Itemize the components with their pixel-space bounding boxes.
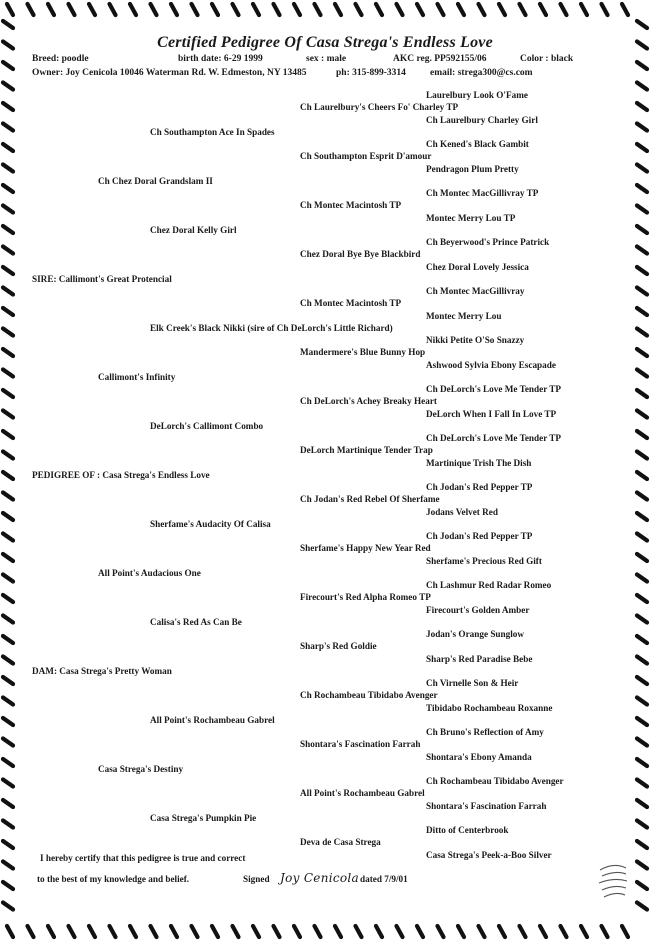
great-great-grandparent-entry: Laurelbury Look O'Fame — [426, 90, 528, 100]
great-great-grandparent-entry: Tibidabo Rochambeau Roxanne — [426, 702, 553, 713]
pedigree-root: SIRE: Callimont's Great Protencial — [32, 273, 172, 284]
parent-entry: Callimont's Infinity — [98, 371, 176, 382]
great-great-grandparent-entry: Martinique Trish The Dish — [426, 457, 532, 468]
great-great-grandparent-entry: Ch Jodan's Red Pepper TP — [426, 482, 533, 492]
great-grandparent-entry: Shontara's Fascination Farrah — [300, 739, 421, 750]
great-great-grandparent-entry: Ch Laurelbury Charley Girl — [426, 114, 538, 125]
great-grandparent-entry: Sharp's Red Goldie — [300, 641, 377, 652]
parent-entry: Casa Strega's Destiny — [98, 763, 184, 774]
signed-label: Signed — [243, 874, 270, 884]
great-great-grandparent-entry: Ch Rochambeau Tibidabo Avenger — [426, 776, 564, 786]
great-grandparent-entry: All Point's Rochambeau Gabrel — [300, 788, 425, 799]
pedigree-root: PEDIGREE OF : Casa Strega's Endless Love — [32, 469, 210, 480]
great-great-grandparent-entry: Pendragon Plum Pretty — [426, 163, 519, 174]
dated-field: dated 7/9/01 — [360, 874, 408, 884]
great-great-grandparent-entry: Montec Merry Lou — [426, 310, 502, 321]
great-great-grandparent-entry: Ch Bruno's Reflection of Amy — [426, 727, 544, 737]
great-grandparent-entry: Sherfame's Happy New Year Red — [300, 543, 431, 554]
great-great-grandparent-entry: Ch Virnelle Son & Heir — [426, 678, 519, 688]
great-great-grandparent-entry: Shontara's Ebony Amanda — [426, 751, 532, 762]
great-great-grandparent-entry: Jodan's Orange Sunglow — [426, 629, 525, 639]
great-grandparent-entry: Ch Southampton Esprit D'amour — [300, 151, 432, 162]
great-grandparent-entry: Ch Jodan's Red Rebel Of Sherfame — [300, 494, 440, 505]
great-great-grandparent-entry: DeLorch When I Fall In Love TP — [426, 408, 557, 419]
grandparent-entry: Sherfame's Audacity Of Calisa — [150, 518, 271, 529]
sex-field: sex : male — [306, 54, 347, 64]
great-great-grandparent-entry: Ch Kened's Black Gambit — [426, 139, 529, 149]
great-grandparent-entry: Deva de Casa Strega — [300, 837, 381, 848]
great-great-grandparent-entry: Ch Beyerwood's Prince Patrick — [426, 237, 550, 247]
great-great-grandparent-entry: Firecourt's Golden Amber — [426, 604, 530, 615]
great-great-grandparent-entry: Sherfame's Precious Red Gift — [426, 555, 542, 566]
great-great-grandparent-entry: Jodans Velvet Red — [426, 506, 498, 517]
great-grandparent-entry: Ch DeLorch's Achey Breaky Heart — [300, 396, 437, 407]
grandparent-entry: Ch Southampton Ace In Spades — [150, 126, 275, 137]
great-great-grandparent-entry: Chez Doral Lovely Jessica — [426, 261, 529, 272]
phone-field: ph: 315-899-3314 — [336, 68, 406, 78]
great-great-grandparent-entry: Casa Strega's Peek-a-Boo Silver — [426, 849, 552, 860]
akc-registration-field: AKC reg. PP592155/06 — [393, 54, 487, 64]
birth-date-field: birth date: 6-29 1999 — [178, 54, 263, 64]
great-great-grandparent-entry: Ch DeLorch's Love Me Tender TP — [426, 384, 562, 394]
email-field: email: strega300@cs.com — [430, 68, 533, 78]
great-great-grandparent-entry: Nikki Petite O'So Snazzy — [426, 335, 525, 345]
great-great-grandparent-entry: Ch Lashmur Red Radar Romeo — [426, 580, 552, 590]
great-great-grandparent-entry: Ditto of Centerbrook — [426, 825, 509, 835]
grandparent-entry: Calisa's Red As Can Be — [150, 616, 242, 627]
parent-entry: All Point's Audacious One — [98, 567, 201, 578]
document-title: Certified Pedigree Of Casa Strega's Endless Love — [157, 34, 493, 51]
great-great-grandparent-entry: Sharp's Red Paradise Bebe — [426, 653, 533, 664]
great-grandparent-entry: DeLorch Martinique Tender Trap — [300, 445, 433, 456]
great-grandparent-entry: Ch Rochambeau Tibidabo Avenger — [300, 690, 438, 701]
grandparent-entry: Chez Doral Kelly Girl — [150, 224, 237, 235]
great-great-grandparent-entry: Ch Montec MacGillivray TP — [426, 188, 539, 198]
parent-entry: Ch Chez Doral Grandslam II — [98, 175, 213, 186]
great-grandparent-entry: Mandermere's Blue Bunny Hop — [300, 347, 426, 358]
pedigree-root: DAM: Casa Strega's Pretty Woman — [32, 665, 172, 676]
great-great-grandparent-entry: Ch Jodan's Red Pepper TP — [426, 531, 533, 541]
breed-field: Breed: poodle — [32, 54, 89, 64]
certification-line-2: to the best of my knowledge and belief. — [37, 874, 190, 884]
grandparent-entry: DeLorch's Callimont Combo — [150, 420, 264, 431]
color-field: Color : black — [520, 54, 574, 64]
grandparent-entry: Elk Creek's Black Nikki (sire of Ch DeLorch's Little Richard) — [150, 322, 393, 333]
great-grandparent-entry: Chez Doral Bye Bye Blackbird — [300, 249, 421, 260]
great-great-grandparent-entry: Ch DeLorch's Love Me Tender TP — [426, 433, 562, 443]
great-great-grandparent-entry: Ashwood Sylvia Ebony Escapade — [426, 359, 556, 370]
great-grandparent-entry: Ch Montec Macintosh TP — [300, 200, 402, 211]
signature: Joy Cenicola — [280, 871, 360, 885]
grandparent-entry: All Point's Rochambeau Gabrel — [150, 714, 275, 725]
great-great-grandparent-entry: Montec Merry Lou TP — [426, 212, 516, 223]
great-great-grandparent-entry: Shontara's Fascination Farrah — [426, 800, 547, 811]
certification-line-1: I hereby certify that this pedigree is true and correct — [40, 853, 246, 863]
owner-field: Owner: Joy Cenicola 10046 Waterman Rd. W. Edmeston, NY 13485 — [32, 68, 307, 78]
great-great-grandparent-entry: Ch Montec MacGillivray — [426, 286, 525, 296]
great-grandparent-entry: Ch Montec Macintosh TP — [300, 298, 402, 309]
corner-flourish-icon — [596, 862, 630, 902]
great-grandparent-entry: Ch Laurelbury's Cheers Fo' Charley TP — [300, 102, 459, 113]
great-grandparent-entry: Firecourt's Red Alpha Romeo TP — [300, 592, 431, 603]
grandparent-entry: Casa Strega's Pumpkin Pie — [150, 812, 257, 823]
